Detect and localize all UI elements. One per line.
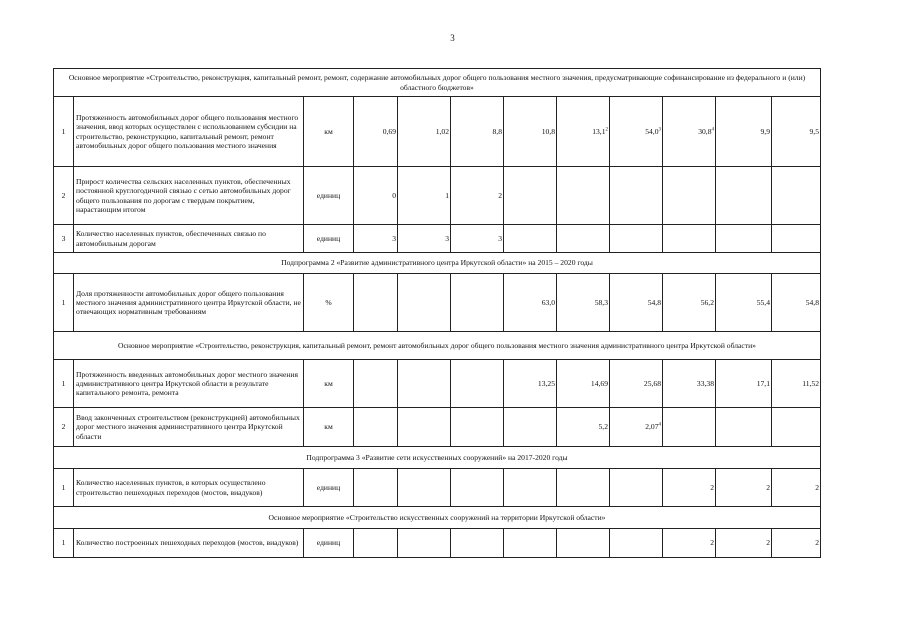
section-title: Основное мероприятие «Строительство, реконструкция, капитальный ремонт, ремонт, содержание автомобильных дорог общего пользования местного значения, предусматривающие софинансирование из федерального и (или) областного бюджетов» <box>54 69 821 97</box>
indicator-name: Протяженность введенных автомобильных дорог местного значения административного центра Иркутской области в результате капитального ремонта, ремонта <box>74 360 304 408</box>
value-cell <box>610 97 663 167</box>
value-cell <box>610 360 663 408</box>
value-cell <box>398 360 451 408</box>
section-header-row <box>54 332 821 360</box>
value-cell <box>716 97 772 167</box>
value-cell <box>663 225 716 253</box>
value-cell <box>398 167 451 225</box>
value-cell <box>663 408 716 447</box>
value-text: 25,68 <box>643 378 661 388</box>
indicator-name: Количество построенных пешеходных переходов (мостов, виадуков) <box>74 529 304 558</box>
value-cell <box>398 97 451 167</box>
value-text: 0 <box>392 190 396 200</box>
value-text: 5,2 <box>598 422 608 432</box>
value-cell <box>663 360 716 408</box>
value-cell <box>716 408 772 447</box>
value-text: 63,0 <box>541 297 555 307</box>
row-number: 3 <box>54 225 74 253</box>
value-cell <box>504 167 557 225</box>
unit-cell: км <box>304 360 354 408</box>
value-cell <box>716 469 772 507</box>
value-cell <box>772 167 821 225</box>
value-cell <box>504 97 557 167</box>
value-cell <box>504 529 557 558</box>
indicator-row <box>54 225 821 253</box>
unit-cell: единиц <box>304 225 354 253</box>
row-number: 1 <box>54 360 74 408</box>
value-cell <box>610 529 663 558</box>
value-text: 1,02 <box>435 126 449 136</box>
value-cell <box>354 167 398 225</box>
unit-cell: единиц <box>304 167 354 225</box>
value-cell <box>504 469 557 507</box>
value-text: 9,5 <box>809 126 819 136</box>
value-text: 13,1 <box>592 126 606 136</box>
section-title: Основное мероприятие «Строительство искусственных сооружений на территории Иркутской области» <box>54 507 821 529</box>
value-text: 58,3 <box>594 297 608 307</box>
value-cell <box>663 167 716 225</box>
value-cell <box>663 97 716 167</box>
indicator-name: Протяженность автомобильных дорог общего пользования местного значения, ввод которых осуществлен с использованием субсидии на строительство, реконструкцию, капитальный ремонт, ремонт автомобильных дорог общего пользования местного значения <box>74 97 304 167</box>
value-text: 13,25 <box>537 378 555 388</box>
value-cell <box>354 360 398 408</box>
footnote-mark: 4 <box>658 422 661 428</box>
value-cell <box>772 360 821 408</box>
row-number: 1 <box>54 97 74 167</box>
footnote-mark: 3 <box>658 127 661 133</box>
value-cell <box>610 225 663 253</box>
value-text: 2 <box>815 538 819 548</box>
value-cell <box>772 408 821 447</box>
unit-cell: единиц <box>304 469 354 507</box>
unit-cell: единиц <box>304 529 354 558</box>
indicator-name: Прирост количества сельских населенных пунктов, обеспеченных постоянной круглогодичной связью с сетью автомобильных дорог общего пользования по дорогам с твердым покрытием, нарастающим итогом <box>74 167 304 225</box>
value-text: 54,0 <box>645 126 659 136</box>
value-cell <box>451 408 504 447</box>
value-text: 10,8 <box>541 126 555 136</box>
row-number: 2 <box>54 167 74 225</box>
value-cell <box>610 167 663 225</box>
value-text: 3 <box>498 233 502 243</box>
value-cell <box>354 97 398 167</box>
value-text: 17,1 <box>756 378 770 388</box>
value-text: 54,8 <box>805 297 819 307</box>
indicators-table <box>53 68 821 558</box>
indicator-row <box>54 97 821 167</box>
value-cell <box>772 529 821 558</box>
page-number: 3 <box>450 33 455 43</box>
value-cell <box>557 97 610 167</box>
indicator-row <box>54 529 821 558</box>
value-cell <box>451 225 504 253</box>
value-text: 1 <box>445 190 449 200</box>
value-text: 55,4 <box>756 297 770 307</box>
value-cell <box>557 408 610 447</box>
indicator-name: Доля протяженности автомобильных дорог общего пользования местного значения административного центра Иркутской области, не отвечающих нормативным требованиям <box>74 274 304 332</box>
value-text: 2 <box>710 482 714 492</box>
value-cell <box>772 225 821 253</box>
section-title: Подпрограмма 2 «Развитие административного центра Иркутской области» на 2015 – 2020 годы <box>54 253 821 274</box>
value-cell <box>398 408 451 447</box>
value-cell <box>451 167 504 225</box>
indicator-name: Количество населенных пунктов, в которых осуществлено строительство пешеходных переходов (мостов, виадуков) <box>74 469 304 507</box>
value-cell <box>663 274 716 332</box>
value-text: 14,69 <box>590 378 608 388</box>
value-cell <box>716 225 772 253</box>
value-cell <box>504 274 557 332</box>
section-title: Подпрограмма 3 «Развитие сети искусственных сооружений» на 2017-2020 годы <box>54 447 821 469</box>
section-header-row <box>54 253 821 274</box>
section-header-row <box>54 69 821 97</box>
value-cell <box>398 274 451 332</box>
value-cell <box>398 469 451 507</box>
section-header-row <box>54 507 821 529</box>
value-cell <box>451 274 504 332</box>
value-text: 3 <box>392 233 396 243</box>
value-text: 2 <box>815 482 819 492</box>
indicator-row <box>54 408 821 447</box>
value-cell <box>772 274 821 332</box>
value-cell <box>610 274 663 332</box>
value-cell <box>354 274 398 332</box>
value-cell <box>557 225 610 253</box>
value-text: 9,9 <box>760 126 770 136</box>
value-text: 33,38 <box>696 378 714 388</box>
footnote-mark: 4 <box>711 127 714 133</box>
indicator-row <box>54 360 821 408</box>
section-title: Основное мероприятие «Строительство, реконструкция, капитальный ремонт, ремонт автомобильных дорог общего пользования местного значения административного центра Иркутской области» <box>54 332 821 360</box>
value-cell <box>451 469 504 507</box>
value-cell <box>716 529 772 558</box>
value-cell <box>716 360 772 408</box>
value-text: 2 <box>766 482 770 492</box>
value-text: 30,8 <box>698 126 712 136</box>
section-header-row <box>54 447 821 469</box>
value-text: 2 <box>710 538 714 548</box>
value-cell <box>398 529 451 558</box>
value-text: 54,8 <box>647 297 661 307</box>
value-cell <box>716 274 772 332</box>
value-cell <box>663 529 716 558</box>
value-text: 11,52 <box>802 378 819 388</box>
indicator-name: Количество населенных пунктов, обеспеченных связью по автомобильным дорогам <box>74 225 304 253</box>
value-cell <box>610 469 663 507</box>
row-number: 1 <box>54 469 74 507</box>
value-cell <box>663 469 716 507</box>
indicator-row <box>54 167 821 225</box>
value-cell <box>557 274 610 332</box>
value-cell <box>557 529 610 558</box>
value-cell <box>772 469 821 507</box>
value-cell <box>504 360 557 408</box>
value-cell <box>354 469 398 507</box>
value-cell <box>557 469 610 507</box>
value-text: 0,69 <box>382 126 396 136</box>
row-number: 1 <box>54 529 74 558</box>
row-number: 2 <box>54 408 74 447</box>
indicator-row <box>54 469 821 507</box>
unit-cell: км <box>304 408 354 447</box>
value-cell <box>398 225 451 253</box>
value-cell <box>772 97 821 167</box>
value-cell <box>354 408 398 447</box>
indicator-row <box>54 274 821 332</box>
value-cell <box>354 529 398 558</box>
value-cell <box>610 408 663 447</box>
footnote-mark: 2 <box>605 127 608 133</box>
value-text: 2 <box>498 190 502 200</box>
value-cell <box>557 360 610 408</box>
value-text: 2,07 <box>645 422 659 432</box>
value-cell <box>451 97 504 167</box>
value-cell <box>504 408 557 447</box>
unit-cell: км <box>304 97 354 167</box>
row-number: 1 <box>54 274 74 332</box>
value-cell <box>451 529 504 558</box>
value-text: 3 <box>445 233 449 243</box>
value-text: 8,8 <box>492 126 502 136</box>
value-text: 56,2 <box>700 297 714 307</box>
value-cell <box>354 225 398 253</box>
value-text: 2 <box>766 538 770 548</box>
value-cell <box>451 360 504 408</box>
value-cell <box>716 167 772 225</box>
value-cell <box>557 167 610 225</box>
indicator-name: Ввод законченных строительством (реконструкцией) автомобильных дорог местного значения административного центра Иркутской области <box>74 408 304 447</box>
unit-cell: % <box>304 274 354 332</box>
value-cell <box>504 225 557 253</box>
